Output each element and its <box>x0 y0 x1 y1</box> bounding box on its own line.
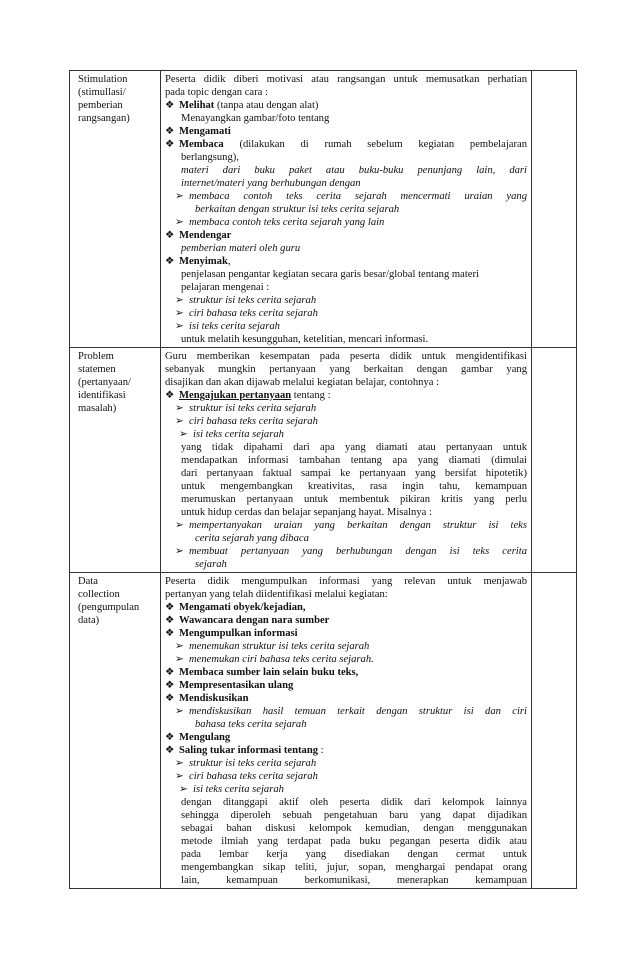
step-activity-cell <box>161 573 532 889</box>
activity-line <box>165 281 527 294</box>
activity-text: ciri bahasa teks cerita sejarah <box>189 771 318 782</box>
activity-line <box>165 363 527 376</box>
activity-line <box>165 229 527 242</box>
activity-line <box>165 757 527 770</box>
step-label-line: collection <box>78 589 120 600</box>
diamond-bullet-icon: ❖ <box>165 126 175 137</box>
activity-line <box>165 588 527 601</box>
activity-line <box>165 320 527 333</box>
activity-text: struktur isi teks cerita sejarah <box>189 295 317 306</box>
diamond-bullet-icon: ❖ <box>165 602 175 613</box>
diamond-bullet-icon: ❖ <box>165 390 175 401</box>
arrow-bullet-icon: ➢ <box>175 217 184 228</box>
activity-text: sebanyak mungkin pertanyaan yang berkaitan dengan gambar yang <box>165 364 527 375</box>
table-row <box>70 348 577 573</box>
activity-text: (dilakukan di rumah sebelum kegiatan pembelajaran <box>223 139 527 150</box>
step-label-line: (pengumpulan <box>78 602 140 613</box>
arrow-bullet-icon: ➢ <box>175 758 184 769</box>
activity-text: untuk hidup cerdas dan belajar sepanjang hayat. Misalnya : <box>181 507 432 518</box>
activity-text: tentang : <box>291 390 331 401</box>
activity-keyword: Membaca <box>179 139 224 150</box>
activity-keyword: Menyimak <box>179 256 228 267</box>
activity-line <box>165 125 527 138</box>
activity-text: pelajaran mengenai : <box>181 282 270 293</box>
activity-keyword: Melihat <box>179 100 215 111</box>
table-row <box>70 71 577 348</box>
activity-text: sejarah <box>195 559 227 570</box>
activity-line <box>165 190 527 203</box>
arrow-bullet-icon: ➢ <box>175 191 184 202</box>
step-label-line: identifikasi <box>78 390 126 401</box>
diamond-bullet-icon: ❖ <box>165 628 175 639</box>
activity-line <box>165 242 527 255</box>
activity-keyword: Wawancara dengan nara sumber <box>179 615 330 626</box>
activity-keyword: Mendiskusikan <box>179 693 249 704</box>
activity-line <box>165 376 527 389</box>
activity-text: struktur isi teks cerita sejarah <box>189 758 317 769</box>
activity-line <box>165 402 527 415</box>
activity-text: dengan ditanggapi aktif oleh peserta didik dari kelompok lainnya <box>181 797 527 808</box>
activity-line <box>165 770 527 783</box>
activity-line <box>165 653 527 666</box>
activity-text: , <box>227 256 231 267</box>
diamond-bullet-icon: ❖ <box>165 667 175 678</box>
diamond-bullet-icon: ❖ <box>165 693 175 704</box>
activity-text: sebagai bahan diskusi kelompok kemudian, dengan menggunakan <box>181 823 527 834</box>
diamond-bullet-icon: ❖ <box>165 139 175 150</box>
table-body <box>70 71 577 889</box>
activity-keyword: Mengamati obyek/kejadian, <box>179 602 306 613</box>
arrow-bullet-icon: ➢ <box>175 654 184 665</box>
activity-text: berlangsung), <box>181 152 239 163</box>
activity-line <box>165 575 527 588</box>
activity-line <box>165 73 527 86</box>
activity-line <box>165 532 527 545</box>
activity-line <box>165 835 527 848</box>
activity-keyword: Mengajukan pertanyaan <box>179 390 292 401</box>
activity-line <box>165 822 527 835</box>
diamond-bullet-icon: ❖ <box>165 256 175 267</box>
activity-text: mendiskusikan hasil temuan terkait dengan struktur isi dan ciri <box>189 706 527 717</box>
activity-line <box>165 614 527 627</box>
activity-line <box>165 350 527 363</box>
activity-line <box>165 255 527 268</box>
learning-steps-table <box>69 70 577 889</box>
diamond-bullet-icon: ❖ <box>165 100 175 111</box>
activity-text: bahasa teks cerita sejarah <box>195 719 307 730</box>
activity-line <box>165 874 527 887</box>
step-label-line: Stimulation <box>78 74 128 85</box>
step-label-line: masalah) <box>78 403 117 414</box>
activity-line <box>165 86 527 99</box>
activity-line <box>165 796 527 809</box>
activity-line <box>165 666 527 679</box>
diamond-bullet-icon: ❖ <box>165 745 175 756</box>
activity-text: untuk mengembangkan kreativitas, rasa ingin tahu, kemampuan <box>181 481 527 492</box>
activity-text: Guru memberikan kesempatan pada peserta didik untuk mengidentifikasi <box>165 351 527 362</box>
activity-text: mendapatkan informasi tambahan tentang apa yang diamati (dimulai <box>181 455 527 466</box>
activity-text: untuk melatih kesungguhan, ketelitian, mencari informasi. <box>181 334 429 345</box>
activity-line <box>165 112 527 125</box>
activity-line <box>165 783 527 796</box>
step-label-line: (pertanyaan/ <box>78 377 131 388</box>
step-activity-cell <box>161 348 532 573</box>
arrow-bullet-icon: ➢ <box>175 706 184 717</box>
arrow-bullet-icon: ➢ <box>179 784 188 795</box>
time-allocation-cell <box>532 573 577 889</box>
activity-text: menemukan ciri bahasa teks cerita sejarah. <box>189 654 374 665</box>
activity-line <box>165 389 527 402</box>
arrow-bullet-icon: ➢ <box>175 546 184 557</box>
diamond-bullet-icon: ❖ <box>165 680 175 691</box>
activity-line <box>165 164 527 177</box>
activity-text: pertanyan yang telah diidentifikasi melalui kegiatan: <box>165 589 388 600</box>
step-label-line: data) <box>78 615 100 626</box>
activity-text: dari pertanyaan faktual sampai ke pertanyaan yang bersifat hipotetik) <box>181 468 527 479</box>
activity-keyword: Membaca sumber lain selain buku teks, <box>179 667 359 678</box>
activity-text: : <box>318 745 324 756</box>
activity-keyword: Saling tukar informasi tentang <box>179 745 319 756</box>
activity-line <box>165 640 527 653</box>
step-label-line: statemen <box>78 364 116 375</box>
activity-text: metode ilmiah yang terdapat pada buku pegangan peserta didik atau <box>181 836 527 847</box>
activity-text: lain, kemampuan berkomunikasi, menerapkan kemampuan <box>181 875 527 886</box>
activity-line <box>165 294 527 307</box>
document-page <box>69 70 569 889</box>
activity-text: struktur isi teks cerita sejarah <box>189 403 317 414</box>
arrow-bullet-icon: ➢ <box>175 641 184 652</box>
activity-text: ciri bahasa teks cerita sejarah <box>189 308 318 319</box>
step-label-line: pemberian <box>78 100 123 111</box>
activity-line <box>165 454 527 467</box>
step-label-line: rangsangan) <box>78 113 130 124</box>
activity-line <box>165 601 527 614</box>
activity-line <box>165 718 527 731</box>
activity-keyword: Mengulang <box>179 732 231 743</box>
activity-line <box>165 415 527 428</box>
activity-line <box>165 216 527 229</box>
activity-keyword: Mengumpulkan informasi <box>179 628 298 639</box>
arrow-bullet-icon: ➢ <box>175 520 184 531</box>
activity-line <box>165 441 527 454</box>
time-allocation-cell <box>532 71 577 348</box>
activity-text: membaca contoh teks cerita sejarah yang lain <box>189 217 385 228</box>
arrow-bullet-icon: ➢ <box>175 308 184 319</box>
activity-line <box>165 692 527 705</box>
activity-text: berkaitan dengan struktur isi teks cerita sejarah <box>195 204 400 215</box>
activity-line <box>165 848 527 861</box>
step-label-cell <box>70 348 161 573</box>
diamond-bullet-icon: ❖ <box>165 230 175 241</box>
activity-text: sehingga diperoleh sebuah pengetahuan baru yang dapat dijadikan <box>181 810 527 821</box>
activity-line <box>165 493 527 506</box>
activity-line <box>165 679 527 692</box>
activity-text: Peserta didik mengumpulkan informasi yang relevan untuk menjawab <box>165 576 527 587</box>
arrow-bullet-icon: ➢ <box>175 416 184 427</box>
activity-text: menemukan struktur isi teks cerita sejarah <box>189 641 370 652</box>
activity-line <box>165 203 527 216</box>
activity-line <box>165 480 527 493</box>
arrow-bullet-icon: ➢ <box>175 771 184 782</box>
activity-text: membuat pertanyaan yang berhubungan dengan isi teks cerita <box>189 546 527 557</box>
step-label-cell <box>70 573 161 889</box>
diamond-bullet-icon: ❖ <box>165 615 175 626</box>
activity-text: disajikan dan akan dijawab melalui kegiatan belajar, contohnya : <box>165 377 440 388</box>
activity-line <box>165 333 527 346</box>
activity-line <box>165 731 527 744</box>
arrow-bullet-icon: ➢ <box>175 403 184 414</box>
activity-line <box>165 705 527 718</box>
activity-line <box>165 809 527 822</box>
activity-line <box>165 428 527 441</box>
activity-text: mengembangkan sikap teliti, jujur, sopan, menghargai pendapat orang <box>181 862 527 873</box>
arrow-bullet-icon: ➢ <box>175 321 184 332</box>
activity-text: penjelasan pengantar kegiatan secara garis besar/global tentang materi <box>181 269 479 280</box>
activity-text: pada lembar kerja yang disediakan dengan cermat untuk <box>181 849 527 860</box>
activity-text: (tanpa atau dengan alat) <box>214 100 319 111</box>
activity-text: Peserta didik diberi motivasi atau rangsangan untuk memusatkan perhatian <box>165 74 527 85</box>
activity-line <box>165 861 527 874</box>
activity-line <box>165 177 527 190</box>
activity-text: isi teks cerita sejarah <box>189 321 280 332</box>
activity-text: pemberian materi oleh guru <box>181 243 301 254</box>
activity-text: internet/materi yang berhubungan dengan <box>181 178 361 189</box>
activity-line <box>165 307 527 320</box>
step-label-line: Problem <box>78 351 114 362</box>
activity-text: materi dari buku paket atau buku-buku penunjang lain, dari <box>181 165 527 176</box>
activity-line <box>165 467 527 480</box>
activity-line <box>165 151 527 164</box>
activity-line <box>165 506 527 519</box>
activity-line <box>165 519 527 532</box>
activity-keyword: Mempresentasikan ulang <box>179 680 294 691</box>
arrow-bullet-icon: ➢ <box>175 295 184 306</box>
activity-text: cerita sejarah yang dibaca <box>195 533 309 544</box>
time-allocation-cell <box>532 348 577 573</box>
step-label-line: (stimullasi/ <box>78 87 126 98</box>
activity-text: merumuskan pertanyaan untuk membentuk pikiran kritis yang perlu <box>181 494 527 505</box>
activity-line <box>165 268 527 281</box>
activity-text: isi teks cerita sejarah <box>193 429 284 440</box>
activity-keyword: Mendengar <box>179 230 232 241</box>
arrow-bullet-icon: ➢ <box>179 429 188 440</box>
activity-keyword: Mengamati <box>179 126 231 137</box>
activity-text: Menayangkan gambar/foto tentang <box>181 113 330 124</box>
activity-line <box>165 99 527 112</box>
activity-text: pada topic dengan cara : <box>165 87 268 98</box>
activity-text: mempertanyakan uraian yang berkaitan dengan struktur isi teks <box>189 520 527 531</box>
activity-line <box>165 744 527 757</box>
activity-text: ciri bahasa teks cerita sejarah <box>189 416 318 427</box>
diamond-bullet-icon: ❖ <box>165 732 175 743</box>
activity-text: yang tidak dipahami dari apa yang diamati atau pertanyaan untuk <box>181 442 527 453</box>
activity-line <box>165 545 527 558</box>
table-row <box>70 573 577 889</box>
activity-line <box>165 627 527 640</box>
activity-text: membaca contoh teks cerita sejarah mencermati uraian yang <box>189 191 527 202</box>
step-label-cell <box>70 71 161 348</box>
activity-line <box>165 138 527 151</box>
step-activity-cell <box>161 71 532 348</box>
activity-line <box>165 558 527 571</box>
step-label-line: Data <box>78 576 98 587</box>
activity-text: isi teks cerita sejarah <box>193 784 284 795</box>
